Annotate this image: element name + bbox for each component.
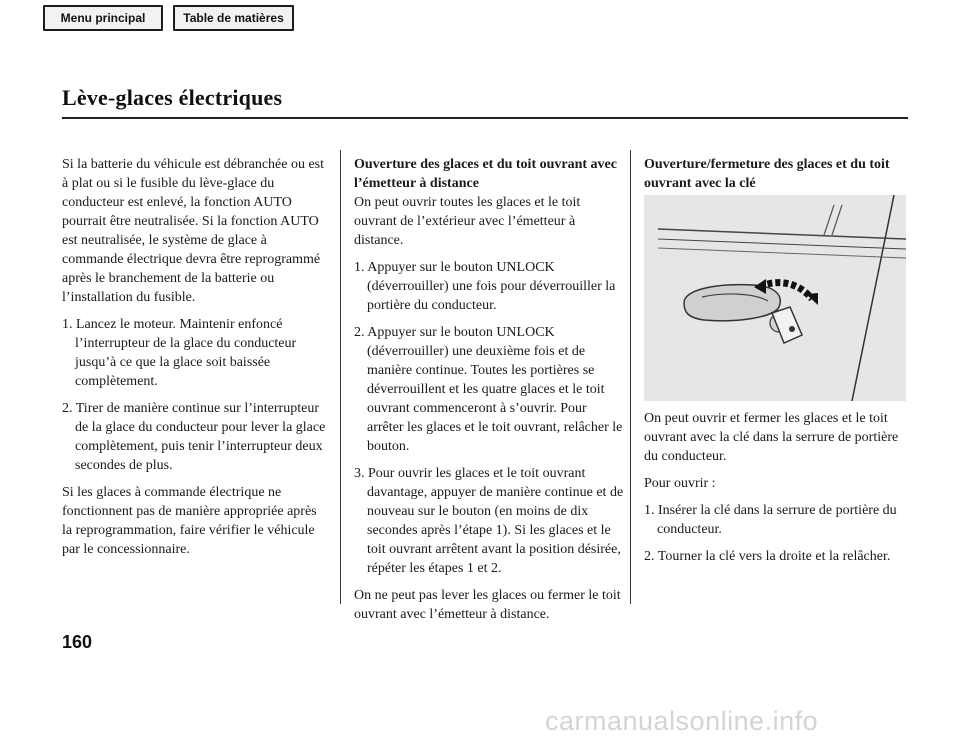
- column-divider: [340, 150, 341, 604]
- list-item: 2. Appuyer sur le bouton UNLOCK (déverrouiller) une deuxième fois et de manière continue. Toutes les portières se déverrouillent et les quatre glaces et le toit ouvrant commenceront à s’ouvrir. Pour arrêter les glaces et le toit ouvrant, relâcher le bouton.: [354, 325, 623, 454]
- reprogram-intro: Si la batterie du véhicule est débranchée ou est à plat ou si le fusible du lève-glace du conducteur est enlevé, la fonction AUTO pourrait être neutralisée. Si la fonction AUTO est neutralisée, le système de glace à commande électrique devra être reprogrammé après le branchement de la batterie ou l’installation du fusible.: [62, 157, 325, 305]
- remote-steps: [354, 258, 624, 578]
- column-reprogramming: [62, 155, 330, 567]
- key-heading: Ouverture/fermeture des glaces et du toit ouvrant avec la clé: [644, 157, 890, 191]
- list-item: 1. Appuyer sur le bouton UNLOCK (déverrouiller) une fois pour déverrouiller la portière du conducteur.: [354, 260, 616, 313]
- table-of-contents-button[interactable]: Table de matières: [173, 5, 294, 31]
- list-item: 2. Tirer de manière continue sur l’interrupteur de la glace du conducteur pour lever la glace complètement, puis tenir l’interrupteur deux secondes de plus.: [62, 401, 326, 473]
- key-intro: On peut ouvrir et fermer les glaces et le toit ouvrant avec la clé dans la serrure de portière du conducteur.: [644, 411, 899, 464]
- list-item: 2. Tourner la clé vers la droite et la relâcher.: [644, 549, 891, 564]
- main-menu-button[interactable]: Menu principal: [43, 5, 163, 31]
- title-divider: [62, 117, 908, 119]
- column-key-opening: [644, 155, 910, 574]
- column-remote-opening: [354, 155, 624, 632]
- page-title: Lève-glaces électriques: [62, 85, 283, 110]
- list-item: 3. Pour ouvrir les glaces et le toit ouvrant davantage, appuyer de manière continue et de nouveau sur le bouton (en moins de dix secondes après l’étape 1). Si les glaces et le toit ouvrant arrêtent avant la position désirée, répéter les étapes 1 et 2.: [354, 466, 624, 576]
- page-number: 160: [62, 632, 93, 652]
- watermark: carmanualsonline.info: [545, 706, 819, 736]
- remote-intro: On peut ouvrir toutes les glaces et le toit ouvrant de l’extérieur avec l’émetteur à distance.: [354, 195, 581, 248]
- list-item: 1. Insérer la clé dans la serrure de portière du conducteur.: [644, 503, 897, 537]
- key-steps: [644, 501, 910, 566]
- door-handle-key-image: [644, 195, 906, 401]
- list-item: 1. Lancez le moteur. Maintenir enfoncé l’interrupteur de la glace du conducteur jusqu’à ce que la glace soit baissée complètement.: [62, 317, 297, 389]
- reprogram-steps: [62, 315, 330, 475]
- remote-outro: On ne peut pas lever les glaces ou fermer le toit ouvrant avec l’émetteur à distance.: [354, 588, 621, 622]
- key-pour-ouvrir: Pour ouvrir :: [644, 476, 716, 491]
- reprogram-outro: Si les glaces à commande électrique ne fonctionnent pas de manière appropriée après la reprogrammation, faire vérifier le véhicule par le concessionnaire.: [62, 485, 317, 557]
- column-divider: [630, 150, 631, 604]
- remote-heading: Ouverture des glaces et du toit ouvrant avec l’émetteur à distance: [354, 157, 617, 191]
- door-key-illustration: [644, 195, 906, 401]
